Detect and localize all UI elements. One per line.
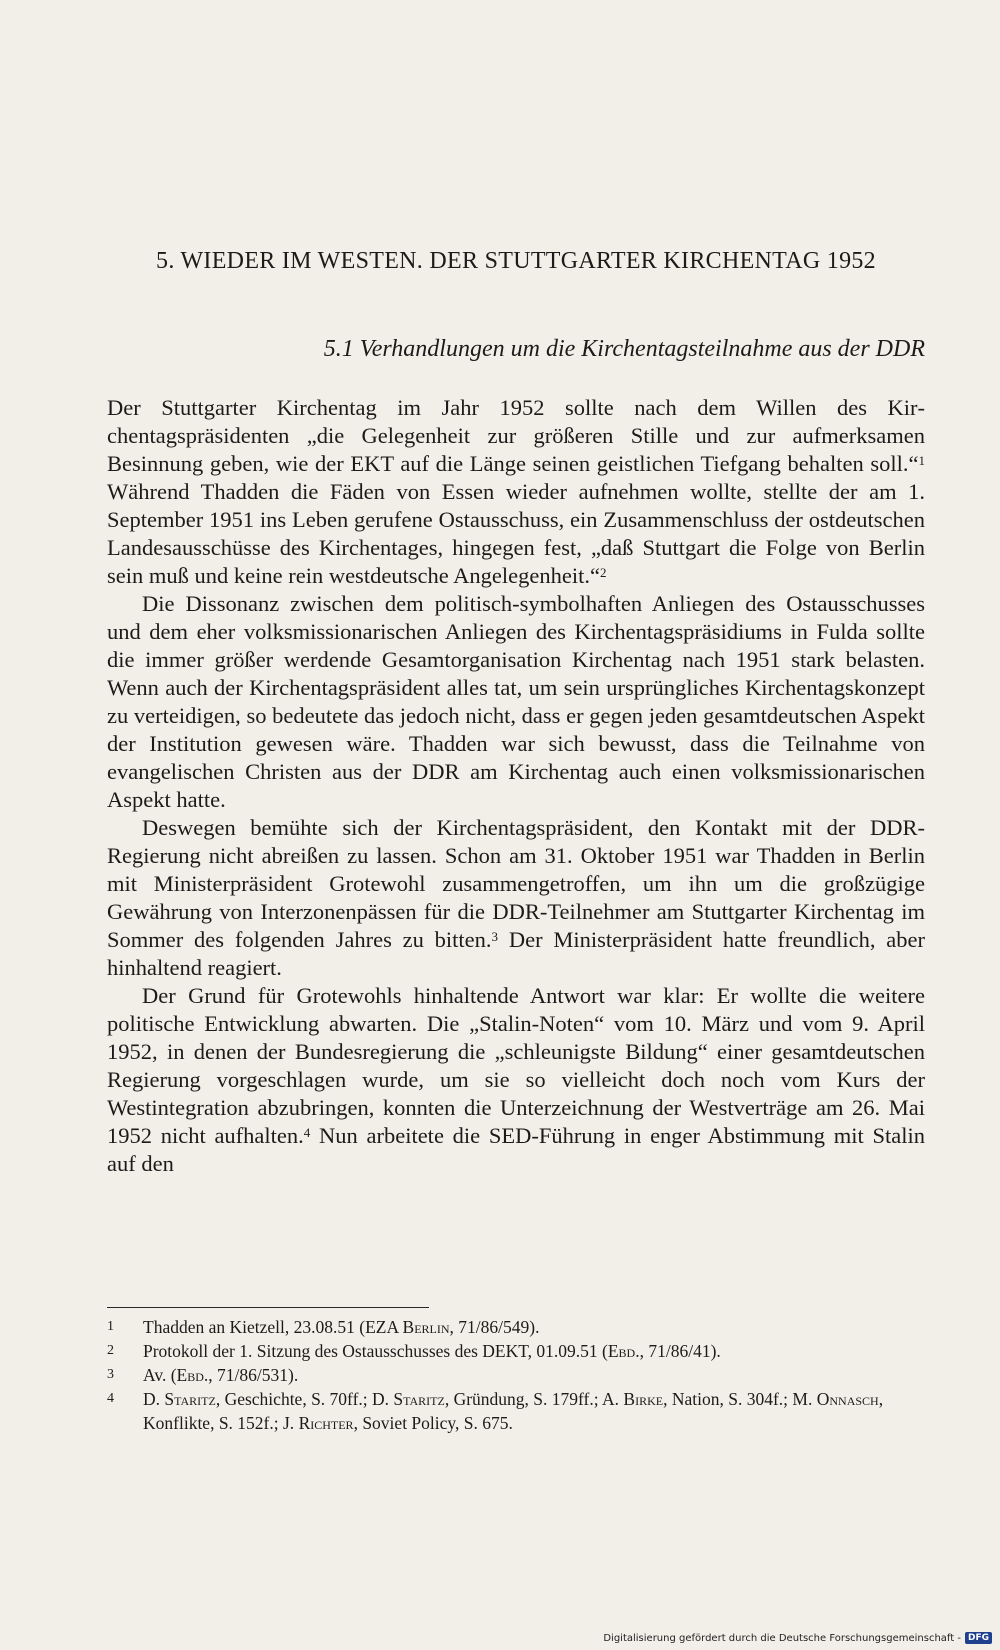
footnote-number: 2 — [107, 1343, 114, 1358]
section-title: 5.1 Verhandlungen um die Kirchentagsteilnahme aus der DDR — [323, 336, 925, 362]
credit-text: Digitalisierung gefördert durch die Deutsche Forschungsgemeinschaft - — [603, 1632, 961, 1644]
paragraph: Der Stuttgarter Kirchentag im Jahr 1952 sollte nach dem Willen des Kirchentagspräsidenten „die Gelegenheit zur größeren Stille und zur aufmerksamen Besinnung geben, wie der EKT auf die Länge seinen geistlichen Tiefgang behalten soll.“$^1$ Während Thadden die Fäden von Essen wieder aufnehmen wollte, stellte der am 1. September 1951 ins Leben gerufene Ostausschuss, ein Zusammenschluss der ostdeutschen Landesausschüsse des Kirchentages, hingegen fest, „daß Stuttgart die Folge von Berlin sein muß und keine rein westdeutsche Angelegenheit.“$^2$ — [107, 395, 925, 588]
footnote-ref[interactable]: 3 — [491, 929, 499, 944]
footnote-text: Thadden an Kietzell, 23.08.51 (EZA Berlin, 71/86/549). — [143, 1317, 540, 1337]
paragraph: Die Dissonanz zwischen dem politisch-symbolhaften Anliegen des Ostausschusses und dem eher volksmissionarischen Anliegen des Kirchentagspräsidiums in Fulda sollte die immer größer werdende Gesamtorganisation Kirchentag nach 1951 stark belasten. Wenn auch der Kirchentagspräsident alles tat, um sein ursprüngliches Kirchentagskonzept zu verteidigen, so bedeutete das jedoch nicht, dass er gegen jeden gesamtdeutschen Aspekt der Institution gewesen wäre. Thadden war sich bewusst, dass die Teilnahme von evangelischen Christen aus der DDR am Kirchentag auch einen volksmissionarischen Aspekt hatte. — [107, 591, 925, 812]
footnote-text: Protokoll der 1. Sitzung des Ostausschusses des DEKT, 01.09.51 (Ebd., 71/86/41). — [143, 1341, 721, 1361]
footnote-number: 1 — [107, 1319, 114, 1334]
footnote-item — [107, 1315, 925, 1339]
footnote-item — [107, 1387, 925, 1435]
footnote-text: D. Staritz, Geschichte, S. 70ff.; D. Staritz, Gründung, S. 179ff.; A. Birke, Nation, S. 304f.; M. Onnasch, Konflikte, S. 152f.; J. Richter, Soviet Policy, S. 675. — [143, 1389, 884, 1433]
paragraph: Der Grund für Grotewohls hinhaltende Antwort war klar: Er wollte die weitere politische Entwicklung abwarten. Die „Stalin-Noten“ vom 10. März und vom 9. April 1952, in denen der Bundesregierung die „schleunigste Bildung“ einer gesamtdeutschen Regierung vorgeschlagen wurde, um sie so vielleicht doch noch vom Kurs der Westintegration abzubringen, konnten die Unterzeichnung der Westverträge am 26. Mai 1952 nicht aufhalten.$^4$ Nun arbeitete die SED-Führung in enger Abstimmung mit Stalin auf den — [107, 983, 925, 1176]
footnote-text: Av. (Ebd., 71/86/531). — [143, 1365, 299, 1385]
digitization-credit — [603, 1632, 992, 1644]
footnote-ref[interactable]: 2 — [599, 565, 607, 580]
footnote-ref[interactable]: 1 — [918, 453, 925, 468]
footnote-number: 4 — [107, 1391, 114, 1406]
chapter-title: 5. WIEDER IM WESTEN. DER STUTTGARTER KIRCHENTAG 1952 — [156, 248, 876, 274]
footnote-item — [107, 1339, 925, 1363]
body-text — [107, 394, 925, 1178]
footnote-number: 3 — [107, 1367, 114, 1382]
paragraph: Deswegen bemühte sich der Kirchentagspräsident, den Kontakt mit der DDR-Regierung nicht abreißen zu lassen. Schon am 31. Oktober 1951 war Thadden in Berlin mit Ministerpräsident Grotewohl zusammengetroffen, um ihn um die großzügige Gewährung von Interzonenpässen für die DDR-Teilnehmer am Stuttgarter Kirchentag im Sommer des folgenden Jahres zu bitten.$^3$ Der Ministerpräsident hatte freundlich, aber hinhaltend reagiert. — [107, 815, 925, 980]
footnotes — [107, 1315, 925, 1435]
dfg-logo: DFG — [965, 1632, 992, 1644]
footnote-divider — [107, 1307, 429, 1308]
footnote-ref[interactable]: 4 — [303, 1125, 311, 1140]
footnote-item — [107, 1363, 925, 1387]
